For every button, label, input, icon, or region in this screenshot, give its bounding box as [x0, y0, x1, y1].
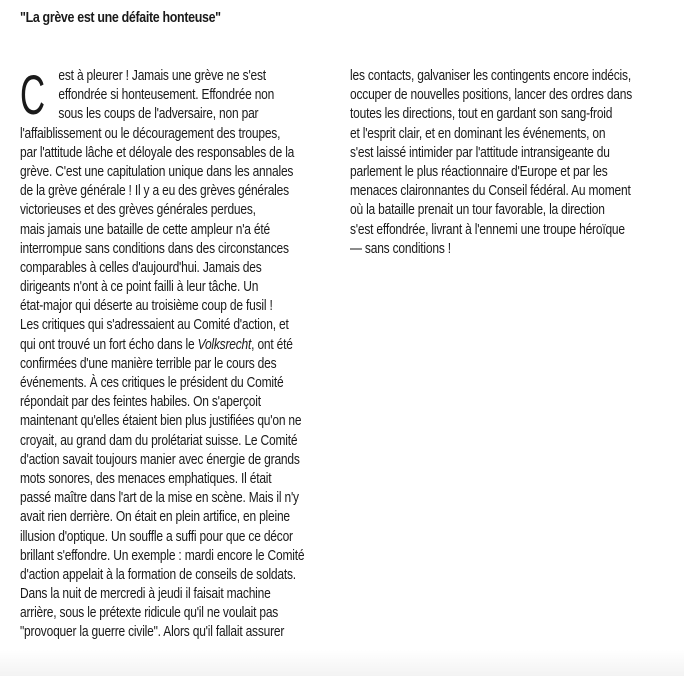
text-line: confirmées d'une manière terrible par le cours des	[20, 354, 277, 372]
paragraph-block-a	[20, 124, 338, 335]
text-line: mots sonores, des menaces emphatiques. Il était	[20, 469, 272, 487]
text-line: maintenant qu'elles étaient bien plus justifiées qu'on ne	[20, 412, 302, 430]
text-line: dirigeants n'ont à ce point failli à leur tâche. Un	[20, 278, 259, 296]
text-line: parlement le plus réactionnaire d'Europe et par les	[350, 162, 608, 180]
text-line: "provoquer la guerre civile". Alors qu'il fallait assurer	[20, 623, 285, 641]
text-line: Les critiques qui s'adressaient au Comité d'action, et	[20, 316, 289, 334]
text-line: victorieuses et des grèves générales perdues,	[20, 201, 256, 219]
text-line: croyait, au grand dam du prolétariat suisse. Le Comité	[20, 431, 298, 449]
article-column-1	[20, 63, 338, 642]
text-line: grève. C'est une capitulation unique dans les annales	[20, 162, 294, 180]
text-line: l'affaiblissement ou le découragement des troupes,	[20, 124, 281, 142]
paragraph-block-b	[20, 354, 338, 642]
article-title: "La grève est une défaite honteuse"	[20, 10, 221, 26]
indented-lines	[20, 63, 338, 126]
article-column-2	[350, 66, 670, 258]
text-line: illusion d'optique. Un souffle a suffi pour que ce décor	[20, 527, 293, 545]
text-line: Dans la nuit de mercredi à jeudi il faisait machine	[20, 585, 271, 603]
text-line: d'action savait toujours manier avec énergie de grands	[20, 450, 300, 468]
text-line: sous les coups de l'adversaire, non par	[58, 105, 259, 123]
text-fragment: , ont été	[251, 335, 293, 353]
text-line: et l'esprit clair, et en dominant les événements, on	[350, 124, 606, 142]
newspaper-name: Volksrecht	[197, 335, 252, 353]
text-line: mais jamais une bataille de cette ampleur n'a été	[20, 220, 270, 238]
page-bottom-shade	[0, 650, 684, 676]
text-line: événements. À ces critiques le président du Comité	[20, 374, 284, 391]
text-line: répondait par des feintes habiles. On s'aperçoit	[20, 393, 261, 411]
paragraph-block-c	[350, 66, 670, 258]
drop-cap: C	[20, 63, 45, 126]
text-line: arrière, sous le prétexte ridicule qu'il ne voulait pas	[20, 604, 279, 622]
text-line: passé maître dans l'art de la mise en scène. Mais il n'y	[20, 489, 299, 507]
text-line: par l'attitude lâche et déloyale des responsables de la	[20, 143, 295, 161]
text-line: état-major qui déserte au troisième coup de fusil !	[20, 297, 273, 315]
text-line: les contacts, galvaniser les contingents encore indécis,	[350, 67, 631, 84]
text-line: interrompue sans conditions dans des circonstances	[20, 239, 289, 257]
text-line: menaces claironnantes du Conseil fédéral. Au moment	[350, 182, 631, 200]
text-fragment: qui ont trouvé un fort écho dans le	[20, 335, 198, 353]
text-line: est à pleurer ! Jamais une grève ne s'est	[58, 67, 266, 84]
text-line: s'est effondrée, livrant à l'ennemi une troupe héroïque	[350, 220, 625, 238]
text-line-with-italic	[20, 335, 293, 354]
text-line: toutes les directions, tout en gardant son sang-froid	[350, 105, 613, 123]
text-line: de la grève générale ! Il y a eu des grèves générales	[20, 182, 289, 200]
text-line: brillant s'effondre. Un exemple : mardi encore le Comité	[20, 546, 305, 564]
text-line: occuper de nouvelles positions, lancer des ordres dans	[350, 86, 633, 104]
text-line: effondrée si honteusement. Effondrée non	[58, 86, 275, 104]
text-line: — sans conditions !	[350, 239, 451, 257]
text-line: comparables à celles d'aujourd'hui. Jamais des	[20, 258, 262, 276]
text-line: avait rien derrière. On était en plein artifice, en pleine	[20, 508, 290, 526]
text-line: où la bataille prenait un tour favorable, la direction	[350, 201, 605, 219]
text-line: d'action appelait à la formation de conseils de soldats.	[20, 565, 296, 583]
text-line: s'est laissé intimider par l'attitude intransigeante du	[350, 143, 610, 161]
